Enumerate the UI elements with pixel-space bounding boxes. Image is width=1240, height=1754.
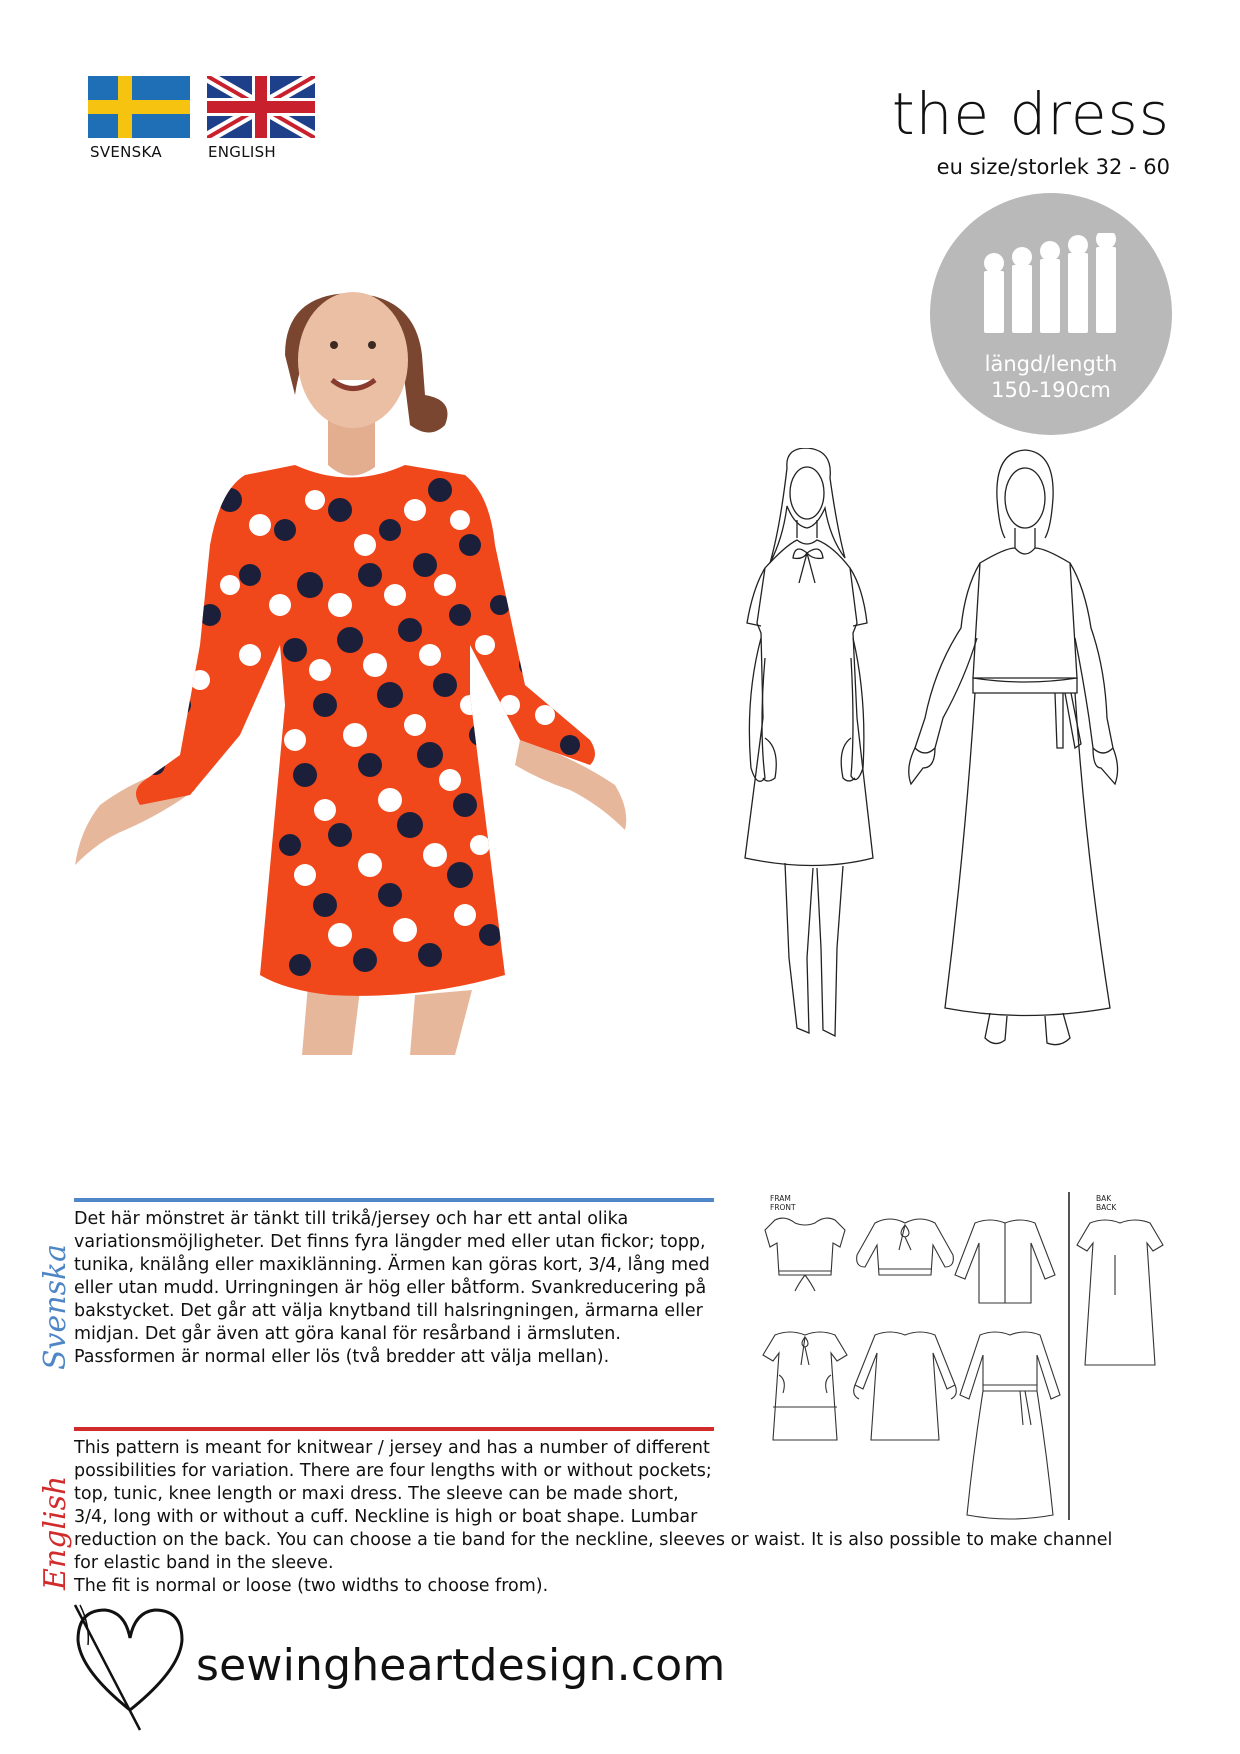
uk-flag[interactable] bbox=[207, 76, 315, 138]
svenska-label[interactable]: SVENSKA bbox=[90, 143, 162, 161]
maxi-line-drawing bbox=[895, 448, 1155, 1058]
english-side-label: English bbox=[38, 1475, 73, 1590]
height-badge bbox=[930, 193, 1172, 435]
english-line-1: This pattern is meant for knitwear / jersey and has a number of different bbox=[74, 1438, 710, 1458]
swedish-paragraph bbox=[74, 1208, 729, 1369]
height-figures-icon bbox=[982, 233, 1122, 333]
height-label: längd/length bbox=[984, 352, 1118, 376]
front-label bbox=[770, 1194, 796, 1212]
height-range: 150-190cm bbox=[991, 378, 1111, 402]
heart-needle-logo bbox=[70, 1600, 190, 1735]
size-range: eu size/storlek 32 - 60 bbox=[936, 155, 1170, 179]
english-label[interactable]: ENGLISH bbox=[208, 143, 277, 161]
back-label bbox=[1096, 1194, 1116, 1212]
back-label-sv: BAK bbox=[1096, 1194, 1112, 1203]
front-line-drawing bbox=[725, 448, 890, 1048]
model-photo bbox=[70, 285, 690, 1055]
english-line-2: possibilities for variation. There are four lengths with or without pockets; bbox=[74, 1461, 712, 1481]
technical-flats bbox=[755, 1215, 1175, 1525]
swedish-fit: Passformen är normal eller lös (två bredder att välja mellan). bbox=[74, 1347, 610, 1367]
english-rule bbox=[74, 1427, 714, 1431]
sweden-flag[interactable] bbox=[88, 76, 190, 138]
english-line-6: for elastic band in the sleeve. bbox=[74, 1553, 334, 1573]
page-title: the dress bbox=[891, 80, 1170, 148]
english-fit: The fit is normal or loose (two widths to choose from). bbox=[74, 1576, 549, 1596]
english-line-5: reduction on the back. You can choose a tie band for the neckline, sleeves or waist. It is also possible to make channel bbox=[74, 1530, 1113, 1550]
front-label-en: FRONT bbox=[770, 1203, 796, 1212]
back-label-en: BACK bbox=[1096, 1203, 1117, 1212]
english-line-4: 3/4, long with or without a cuff. Neckline is high or boat shape. Lumbar bbox=[74, 1507, 698, 1527]
swedish-side-label: Svenska bbox=[38, 1243, 73, 1370]
swedish-text: Det här mönstret är tänkt till trikå/jersey och har ett antal olika variationsmöjligheter. Det finns fyra längder med eller utan fickor; topp, tunika, knälång eller maxiklänning. Ärmen kan göras kort, 3/4, lång med eller utan mudd. Urringningen är hög eller båtform. Svankreducering på bakstycket. Det går att välja knytband till halsringningen, ärmarna eller midjan. Det går även att göra kanal för resårband i ärmsluten. bbox=[74, 1209, 710, 1344]
front-label-sv: FRAM bbox=[770, 1194, 791, 1203]
website-url[interactable]: sewingheartdesign.com bbox=[196, 1640, 726, 1691]
english-line-3: top, tunic, knee length or maxi dress. The sleeve can be made short, bbox=[74, 1484, 679, 1504]
swedish-rule bbox=[74, 1198, 714, 1202]
